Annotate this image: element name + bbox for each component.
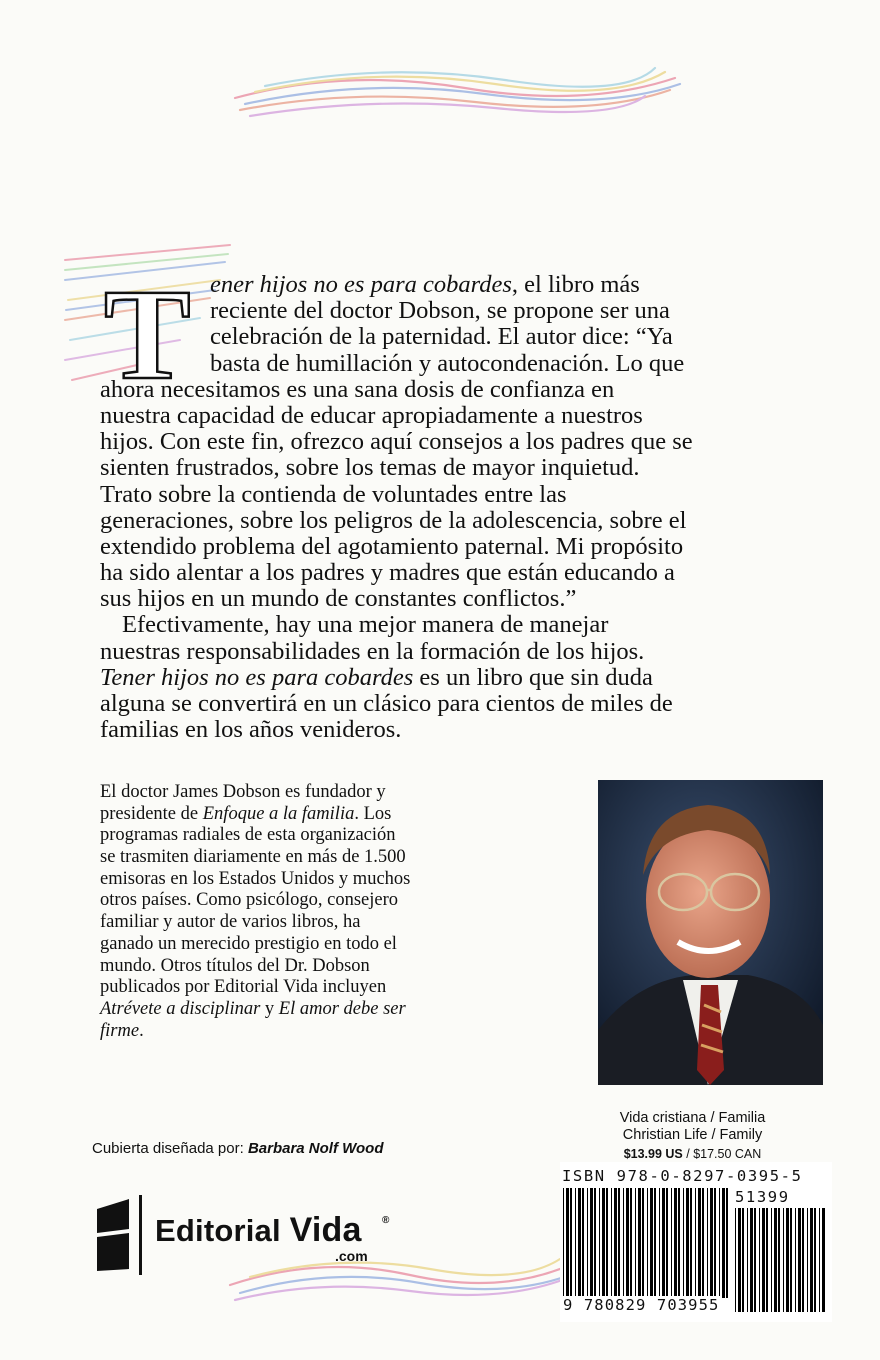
text-segment: se trasmiten diariamente en más de 1.500 [100,847,406,868]
publisher-mark-icon [95,1195,145,1275]
barcode-bar [742,1208,744,1312]
bio-line [100,890,570,912]
main-text-line [100,665,840,691]
category-english: Christian Life / Family [622,1127,763,1143]
barcode-bar [710,1188,713,1298]
bio-line [100,934,570,956]
barcode-bar [695,1188,696,1298]
text-segment: familiar y autor de varios libros, ha [100,912,361,933]
barcode-bar [623,1188,624,1298]
main-text-line [100,272,840,298]
text-segment: reciente del doctor Dobson, se propone ser una [210,297,670,325]
barcode-bar [566,1188,569,1298]
main-text-line [100,691,840,717]
italic-title: Atrévete a disciplinar [100,998,261,1019]
italic-title: El amor debe ser [278,998,406,1019]
barcode-bar [674,1188,677,1298]
registered-mark: ® [382,1215,390,1226]
text-segment: presidente de [100,803,203,824]
main-text-line [100,639,840,665]
text-segment: familias en los años venideros. [100,716,402,744]
author-photo [598,780,823,1085]
main-text-line [100,717,840,743]
barcode-bar [594,1188,596,1298]
bio-line [100,825,570,847]
barcode-bar [587,1188,588,1298]
barcode-number: 9 780829 703955 [563,1296,720,1314]
isbn-text: ISBN 978-0-8297-0395-5 [562,1167,803,1185]
author-bio [100,782,570,1042]
text-segment: publicados por Editorial Vida incluyen [100,977,387,998]
barcode-bar [814,1208,816,1312]
text-segment: extendido problema del agotamiento paternal. Mi propósito [100,532,684,560]
text-segment: generaciones, sobre los peligros de la adolescencia, sobre el [100,506,687,534]
barcode-bar [774,1208,777,1312]
barcode-bar [719,1188,720,1298]
text-segment: alguna se convertirá en un clásico para cientos de miles de [100,690,673,717]
publisher-domain: .com [335,1248,368,1264]
bio-line [100,847,570,869]
text-segment: mundo. Otros títulos del Dr. Dobson [100,955,370,976]
main-text-line [100,482,840,508]
barcode-bar [626,1188,629,1298]
barcode-bar [642,1188,644,1298]
barcode-bar [683,1188,684,1298]
barcode-bar [766,1208,768,1312]
barcode-bar [754,1208,756,1312]
barcode-bar [807,1208,808,1312]
text-segment: . [139,1020,144,1041]
bio-line [100,999,570,1021]
book-category [600,1110,785,1144]
bio-line [100,869,570,891]
text-segment: emisoras en los Estados Unidos y muchos [100,868,411,889]
publisher-word-vida: Vida [289,1211,362,1249]
barcode-bar [722,1188,725,1298]
main-text-line [100,429,840,455]
barcode-bar [762,1208,765,1312]
barcode-bar [822,1208,825,1312]
barcode-bar [563,1188,564,1298]
barcode-bar [659,1188,660,1298]
text-segment: Trato sobre la contienda de voluntades entre las [100,480,567,508]
bio-line [100,956,570,978]
italic-title: firme [100,1020,140,1041]
category-spanish: Vida cristiana / Familia [619,1110,766,1126]
barcode-bar [778,1208,780,1312]
barcode-bar [798,1208,801,1312]
main-text-line [100,508,840,534]
barcode-bar [726,1188,728,1298]
barcode-bar [611,1188,612,1298]
barcode-bar [747,1208,748,1312]
text-segment: otros países. Como psicólogo, consejero [100,890,399,911]
text-segment: Efectivamente, hay una mejor manera de manejar [122,611,609,639]
barcode-bar [654,1188,656,1298]
main-text-line [100,455,840,481]
barcode-bar [714,1188,716,1298]
barcode-bar [802,1208,804,1312]
italic-title: Enfoque a la familia [202,803,355,824]
barcode-bar [647,1188,648,1298]
barcode-bar [810,1208,813,1312]
barcode-bar [790,1208,792,1312]
text-segment: . Los [354,803,392,824]
barcode-bar [690,1188,692,1298]
barcode-bar [618,1188,620,1298]
text-segment: basta de humillación y autocondenación. Lo que [210,349,685,377]
barcode-bar [819,1208,820,1312]
barcode-bar [698,1188,701,1298]
text-segment: El doctor James Dobson es fundador y [100,782,386,802]
credit-label: Cubierta diseñada por: [92,1140,248,1157]
italic-title: Tener hijos no es para cobardes [100,663,414,691]
barcode-bar [738,1208,741,1312]
barcode-bar [662,1188,665,1298]
barcode-bar [795,1208,796,1312]
barcode-price-code: 51399 [735,1188,790,1206]
barcode-bar [707,1188,708,1298]
designer-name: Barbara Nolf Wood [247,1140,384,1157]
barcode-bar [771,1208,772,1312]
bio-line [100,912,570,934]
barcode-bar [590,1188,593,1298]
publisher-logo [95,1195,395,1275]
publisher-word-editorial: Editorial [155,1213,290,1248]
main-text-line [100,560,840,586]
barcode-addon [735,1208,827,1312]
barcode-bar [614,1188,617,1298]
barcode-bar [582,1188,584,1298]
main-text-line [100,377,840,403]
main-description [100,272,840,743]
text-segment: ha sido alentar a los padres y madres que están educando a [100,559,675,587]
main-text-line [100,612,840,638]
text-segment: celebración de la paternidad. El autor dice: “Ya [210,323,673,351]
text-segment: ahora necesitamos es una sana dosis de confianza en [100,375,615,403]
barcode-bar [575,1188,576,1298]
crayon-scribble-top [225,58,685,120]
bio-line [100,977,570,999]
barcode-bar [702,1188,704,1298]
barcode-bar [750,1208,753,1312]
barcode-bar [666,1188,668,1298]
cover-credit [92,1140,384,1157]
text-segment: es un libro que sin duda [413,663,653,691]
barcode-bar [630,1188,632,1298]
bio-line [100,804,570,826]
main-text-line [100,586,840,612]
main-text-line [100,298,840,324]
text-segment: sus hijos en un mundo de constantes conflictos.” [100,585,577,613]
italic-title: ener hijos no es para cobardes [210,271,512,298]
barcode-bar [783,1208,784,1312]
barcode-bar [678,1188,680,1298]
text-segment: hijos. Con este fin, ofrezco aquí consejos a los padres que se [100,428,693,456]
price-us: $13.99 US [623,1147,683,1161]
main-text-line [100,403,840,429]
barcode-bar [570,1188,572,1298]
text-segment: sienten frustrados, sobre los temas de mayor inquietud. [100,454,640,482]
barcode-main [563,1188,728,1298]
barcode-bar [638,1188,641,1298]
price-can: / $17.50 CAN [682,1147,762,1161]
bio-line [100,782,570,804]
book-price [600,1147,785,1161]
main-text-line [100,534,840,560]
bio-line [100,1021,570,1043]
barcode-bar [671,1188,672,1298]
text-segment: ganado un merecido prestigio en todo el [100,933,397,954]
main-text-line [100,324,840,350]
text-segment: nuestra capacidad de educar apropiadamente a nuestros [100,401,643,429]
barcode-bar [578,1188,581,1298]
barcode-bar [759,1208,760,1312]
barcode-bar [786,1208,789,1312]
barcode-bar [599,1188,600,1298]
main-text-line [100,351,840,377]
barcode-bar [606,1188,608,1298]
barcode-bar [735,1208,736,1312]
text-segment: nuestras responsabilidades en la formación de los hijos. [100,637,645,665]
barcode-bar [686,1188,689,1298]
text-segment: programas radiales de esta organización [100,825,396,846]
text-segment: y [260,998,279,1019]
text-segment: , el libro más [511,271,640,298]
barcode-bar [635,1188,636,1298]
publisher-name [155,1211,362,1250]
barcode-bar [650,1188,653,1298]
svg-text:T: T [104,268,191,386]
barcode-bar [602,1188,605,1298]
